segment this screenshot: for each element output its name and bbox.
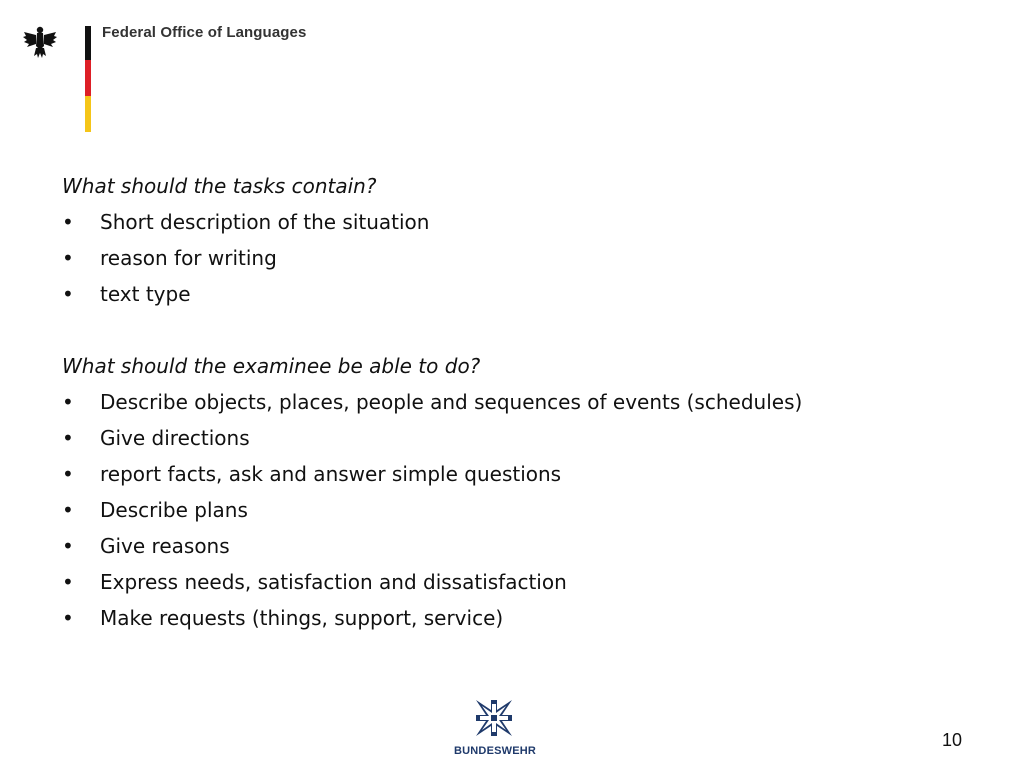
list-item bbox=[62, 420, 962, 456]
section-heading-tasks: What should the tasks contain? bbox=[62, 174, 377, 198]
bullet-icon: • bbox=[62, 606, 74, 630]
list-item-text: report facts, ask and answer simple questions bbox=[100, 462, 562, 486]
flag-gold bbox=[85, 96, 91, 132]
section-heading-examinee: What should the examinee be able to do? bbox=[62, 354, 481, 378]
bullet-icon: • bbox=[62, 498, 74, 522]
section-spacer bbox=[62, 312, 962, 348]
list-item-text: Make requests (things, support, service) bbox=[100, 606, 504, 630]
list-item-text: reason for writing bbox=[100, 246, 277, 270]
list-item-text: text type bbox=[100, 282, 191, 306]
list-item-text: Give directions bbox=[100, 426, 250, 450]
bundeswehr-text: BUNDESWEHR bbox=[454, 745, 537, 757]
org-name: Federal Office of Languages bbox=[102, 24, 307, 41]
list-item-text: Describe objects, places, people and sequences of events (schedules) bbox=[100, 390, 803, 414]
bundeswehr-logo bbox=[454, 698, 537, 762]
page-number: 10 bbox=[941, 730, 962, 750]
list-item bbox=[62, 600, 962, 636]
iron-cross-icon bbox=[474, 698, 514, 738]
list-item bbox=[62, 492, 962, 528]
bullet-icon: • bbox=[62, 282, 74, 306]
slide-header bbox=[22, 20, 322, 115]
german-flag-bar bbox=[85, 26, 91, 132]
abilities-list bbox=[62, 384, 962, 636]
list-item bbox=[62, 276, 962, 312]
bullet-icon: • bbox=[62, 570, 74, 594]
list-item-text: Give reasons bbox=[100, 534, 230, 558]
bullet-icon: • bbox=[62, 462, 74, 486]
bullet-icon: • bbox=[62, 210, 74, 234]
list-item bbox=[62, 204, 962, 240]
tasks-list bbox=[62, 204, 962, 312]
list-item-text: Describe plans bbox=[100, 498, 248, 522]
flag-red bbox=[85, 60, 91, 96]
list-item bbox=[62, 384, 962, 420]
list-item bbox=[62, 240, 962, 276]
list-item-text: Express needs, satisfaction and dissatisfaction bbox=[100, 570, 567, 594]
bullet-icon: • bbox=[62, 426, 74, 450]
federal-eagle-icon bbox=[22, 24, 58, 60]
list-item bbox=[62, 564, 962, 600]
bullet-icon: • bbox=[62, 246, 74, 270]
bullet-icon: • bbox=[62, 390, 74, 414]
list-item bbox=[62, 528, 962, 564]
flag-black bbox=[85, 26, 91, 60]
bullet-icon: • bbox=[62, 534, 74, 558]
slide-content bbox=[62, 168, 962, 636]
list-item bbox=[62, 456, 962, 492]
list-item-text: Short description of the situation bbox=[100, 210, 430, 234]
